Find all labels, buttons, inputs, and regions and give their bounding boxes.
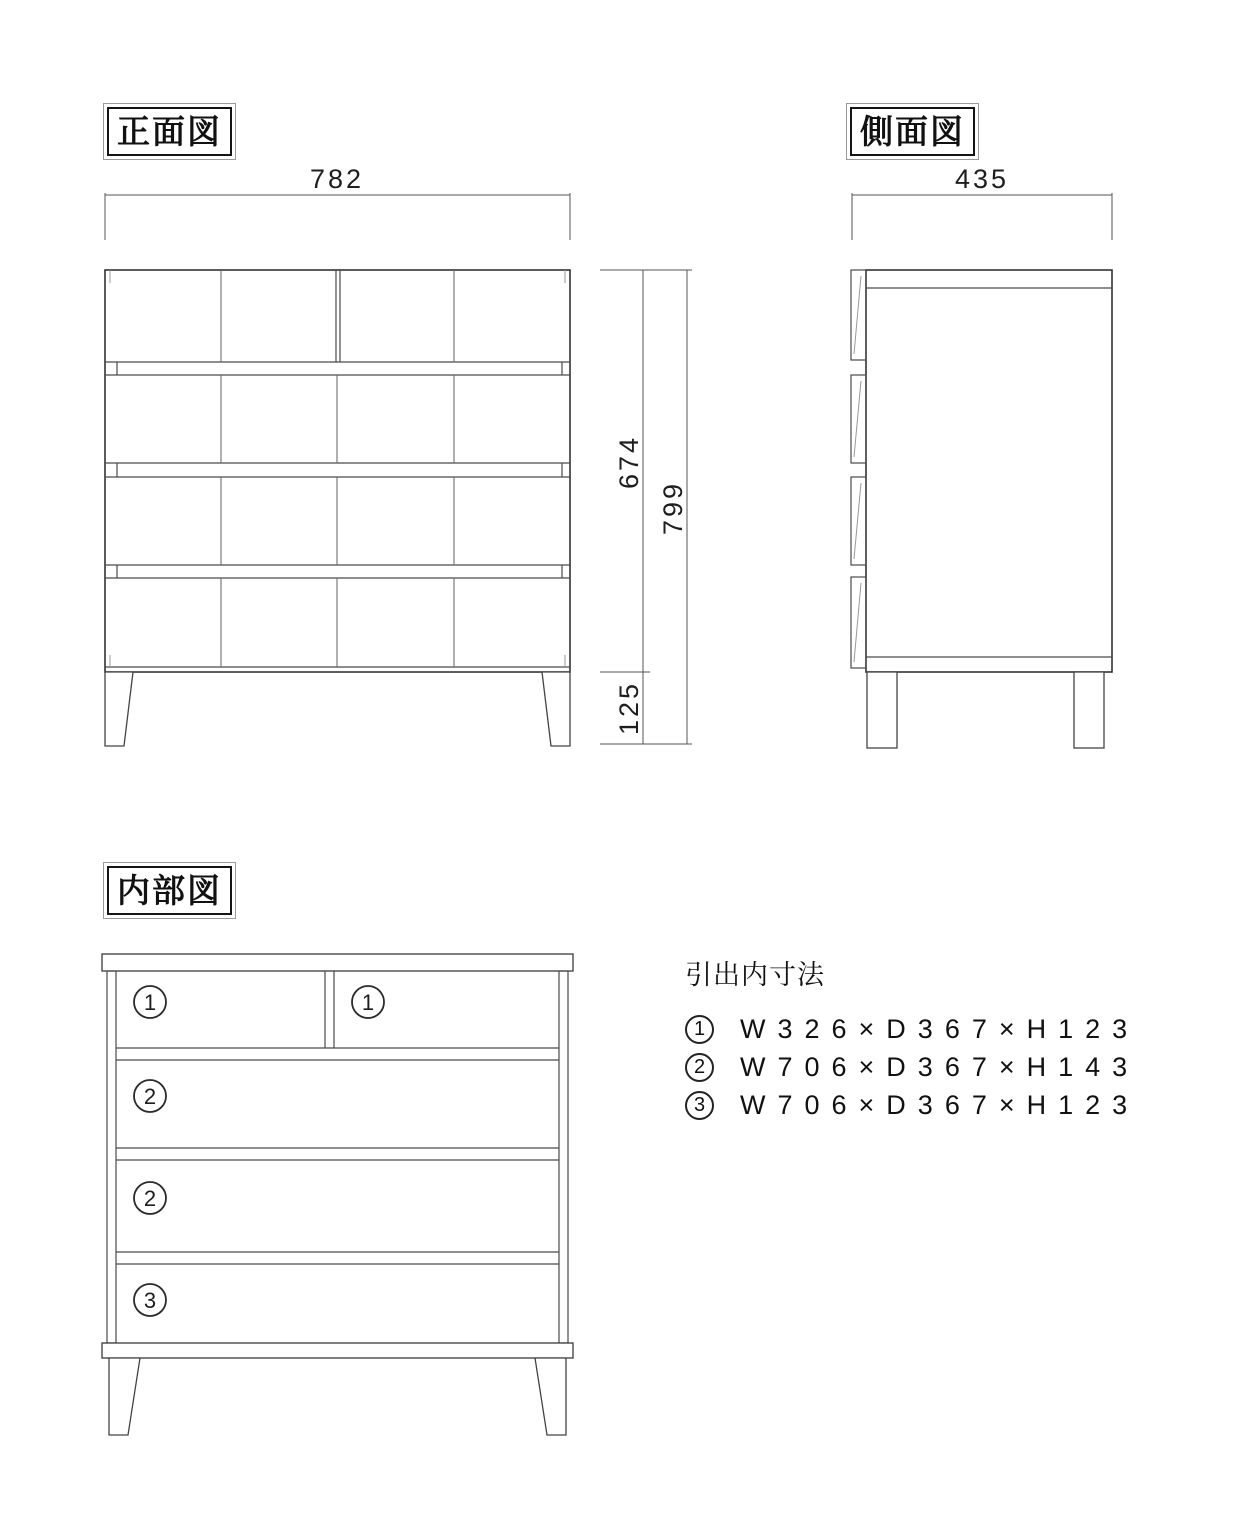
front-view-title-box xyxy=(103,103,236,160)
side-view xyxy=(851,164,1112,748)
internal-view xyxy=(102,954,573,1435)
drawer-size-1: W326×D367×H123 xyxy=(740,1013,1140,1044)
internal-left-leg xyxy=(109,1358,140,1435)
side-cabinet-outline xyxy=(866,270,1112,672)
front-drawer-dividers xyxy=(221,270,454,667)
front-height-dimensions xyxy=(600,270,692,744)
drawer-edge-bevel xyxy=(854,381,861,457)
side-drawer-profiles xyxy=(851,270,866,668)
list-item xyxy=(685,1048,1139,1086)
drawer-edge-bevel xyxy=(854,583,861,662)
front-right-leg xyxy=(542,672,570,746)
internal-top-panel xyxy=(102,954,573,971)
front-view-title: 正面図 xyxy=(107,107,232,156)
compartment-marker-1-right: 1 xyxy=(361,990,375,1015)
list-item xyxy=(685,1086,1139,1124)
drawer-edge-bevel xyxy=(854,276,861,354)
internal-view-title: 内部図 xyxy=(107,866,232,915)
internal-bottom-panel xyxy=(102,1343,573,1358)
side-view-title: 側面図 xyxy=(850,107,975,156)
drawer-dimension-list xyxy=(685,953,1139,1124)
compartment-marker-2-lower: 2 xyxy=(143,1186,157,1211)
side-depth-dimension xyxy=(852,164,1112,240)
list-item xyxy=(685,1010,1139,1048)
drawer-edge-profile xyxy=(851,477,866,565)
drawer-dimension-rows xyxy=(685,1010,1139,1124)
front-total-height-value: 799 xyxy=(658,480,688,536)
drawer-dimension-heading: 引出内寸法 xyxy=(685,960,825,991)
compartment-marker-2-upper: 2 xyxy=(143,1084,157,1109)
front-width-dimension xyxy=(105,164,570,240)
drawer-edge-profile xyxy=(851,375,866,463)
internal-right-leg xyxy=(535,1358,566,1435)
drawer-size-3: W706×D367×H123 xyxy=(740,1089,1140,1120)
front-body-height-value: 674 xyxy=(614,434,644,490)
front-width-value: 782 xyxy=(309,164,365,194)
circled-number-2: 2 xyxy=(685,1053,714,1082)
compartment-marker-1-left: 1 xyxy=(143,990,157,1015)
compartment-markers xyxy=(134,986,384,1316)
side-right-leg xyxy=(1074,672,1104,748)
drawer-size-2: W706×D367×H143 xyxy=(740,1051,1140,1082)
internal-left-wall xyxy=(107,971,116,1343)
front-view xyxy=(105,164,692,746)
front-left-leg xyxy=(105,672,133,746)
drawer-edge-profile xyxy=(851,270,866,360)
drawer-edge-profile xyxy=(851,577,866,668)
circled-number-3: 3 xyxy=(685,1091,714,1120)
internal-right-wall xyxy=(559,971,568,1343)
internal-shelves xyxy=(116,1048,559,1264)
internal-view-title-box xyxy=(103,862,236,919)
side-depth-value: 435 xyxy=(954,164,1010,194)
front-leg-height-value: 125 xyxy=(614,680,644,736)
compartment-marker-3: 3 xyxy=(143,1288,157,1313)
side-left-leg xyxy=(867,672,897,748)
drawer-edge-bevel xyxy=(854,483,861,559)
side-view-title-box xyxy=(846,103,979,160)
circled-number-1: 1 xyxy=(685,1015,714,1044)
